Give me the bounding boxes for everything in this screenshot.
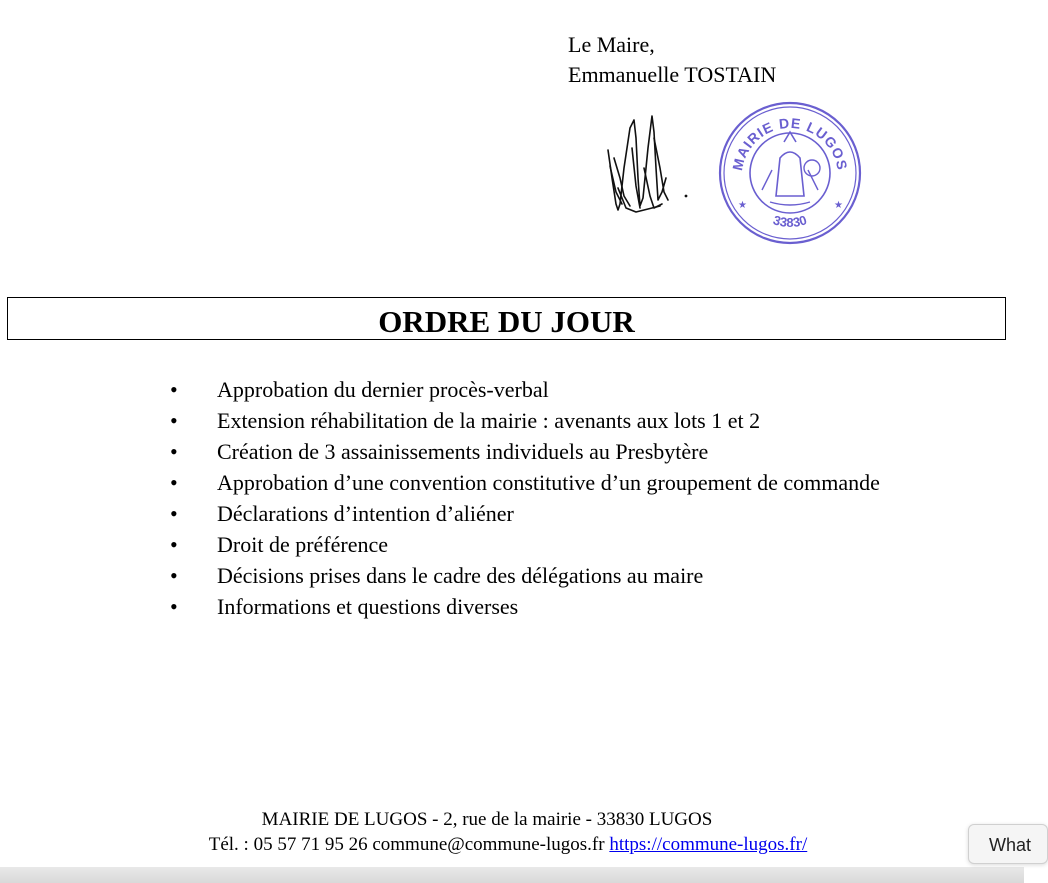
footer-address: MAIRIE DE LUGOS - 2, rue de la mairie - 33830 LUGOS: [261, 809, 713, 830]
svg-text:★: ★: [738, 200, 747, 211]
agenda-item: • Déclarations d’intention d’aliéner: [170, 498, 905, 529]
svg-text:MAIRIE DE LUGOS: MAIRIE DE LUGOS: [729, 114, 851, 172]
agenda-item: • Droit de préférence: [170, 529, 905, 560]
popup-button[interactable]: What: [968, 824, 1048, 864]
agenda-item: • Approbation du dernier procès-verbal: [170, 374, 905, 405]
svg-text:33830: 33830: [771, 212, 809, 231]
signatory-role: Le Maire,: [568, 32, 655, 57]
mairie-stamp: [712, 98, 868, 248]
signatory-name: Emmanuelle TOSTAIN: [568, 62, 777, 87]
agenda-item: • Extension réhabilitation de la mairie : avenants aux lots 1 et 2: [170, 405, 905, 436]
footer-contact-text: Tél. : 05 57 71 95 26 commune@commune-lugos.fr: [208, 834, 605, 855]
signatory-block: [568, 30, 776, 90]
website-link[interactable]: https://commune-lugos.fr/: [609, 834, 808, 855]
handwritten-signature: [596, 108, 696, 218]
agenda-item: • Approbation d’une convention constitutive d’un groupement de commande: [170, 467, 905, 498]
agenda-list: [170, 374, 905, 622]
agenda-item: • Décisions prises dans le cadre des délégations au maire: [170, 560, 905, 591]
page-title: ORDRE DU JOUR: [378, 304, 635, 339]
title-box: [7, 297, 1006, 340]
footer-contact: [0, 833, 1016, 857]
agenda-item: • Création de 3 assainissements individuels au Presbytère: [170, 436, 905, 467]
svg-text:★: ★: [834, 200, 843, 211]
window-bottom-bar: [0, 867, 1024, 883]
agenda-item: • Informations et questions diverses: [170, 591, 905, 622]
